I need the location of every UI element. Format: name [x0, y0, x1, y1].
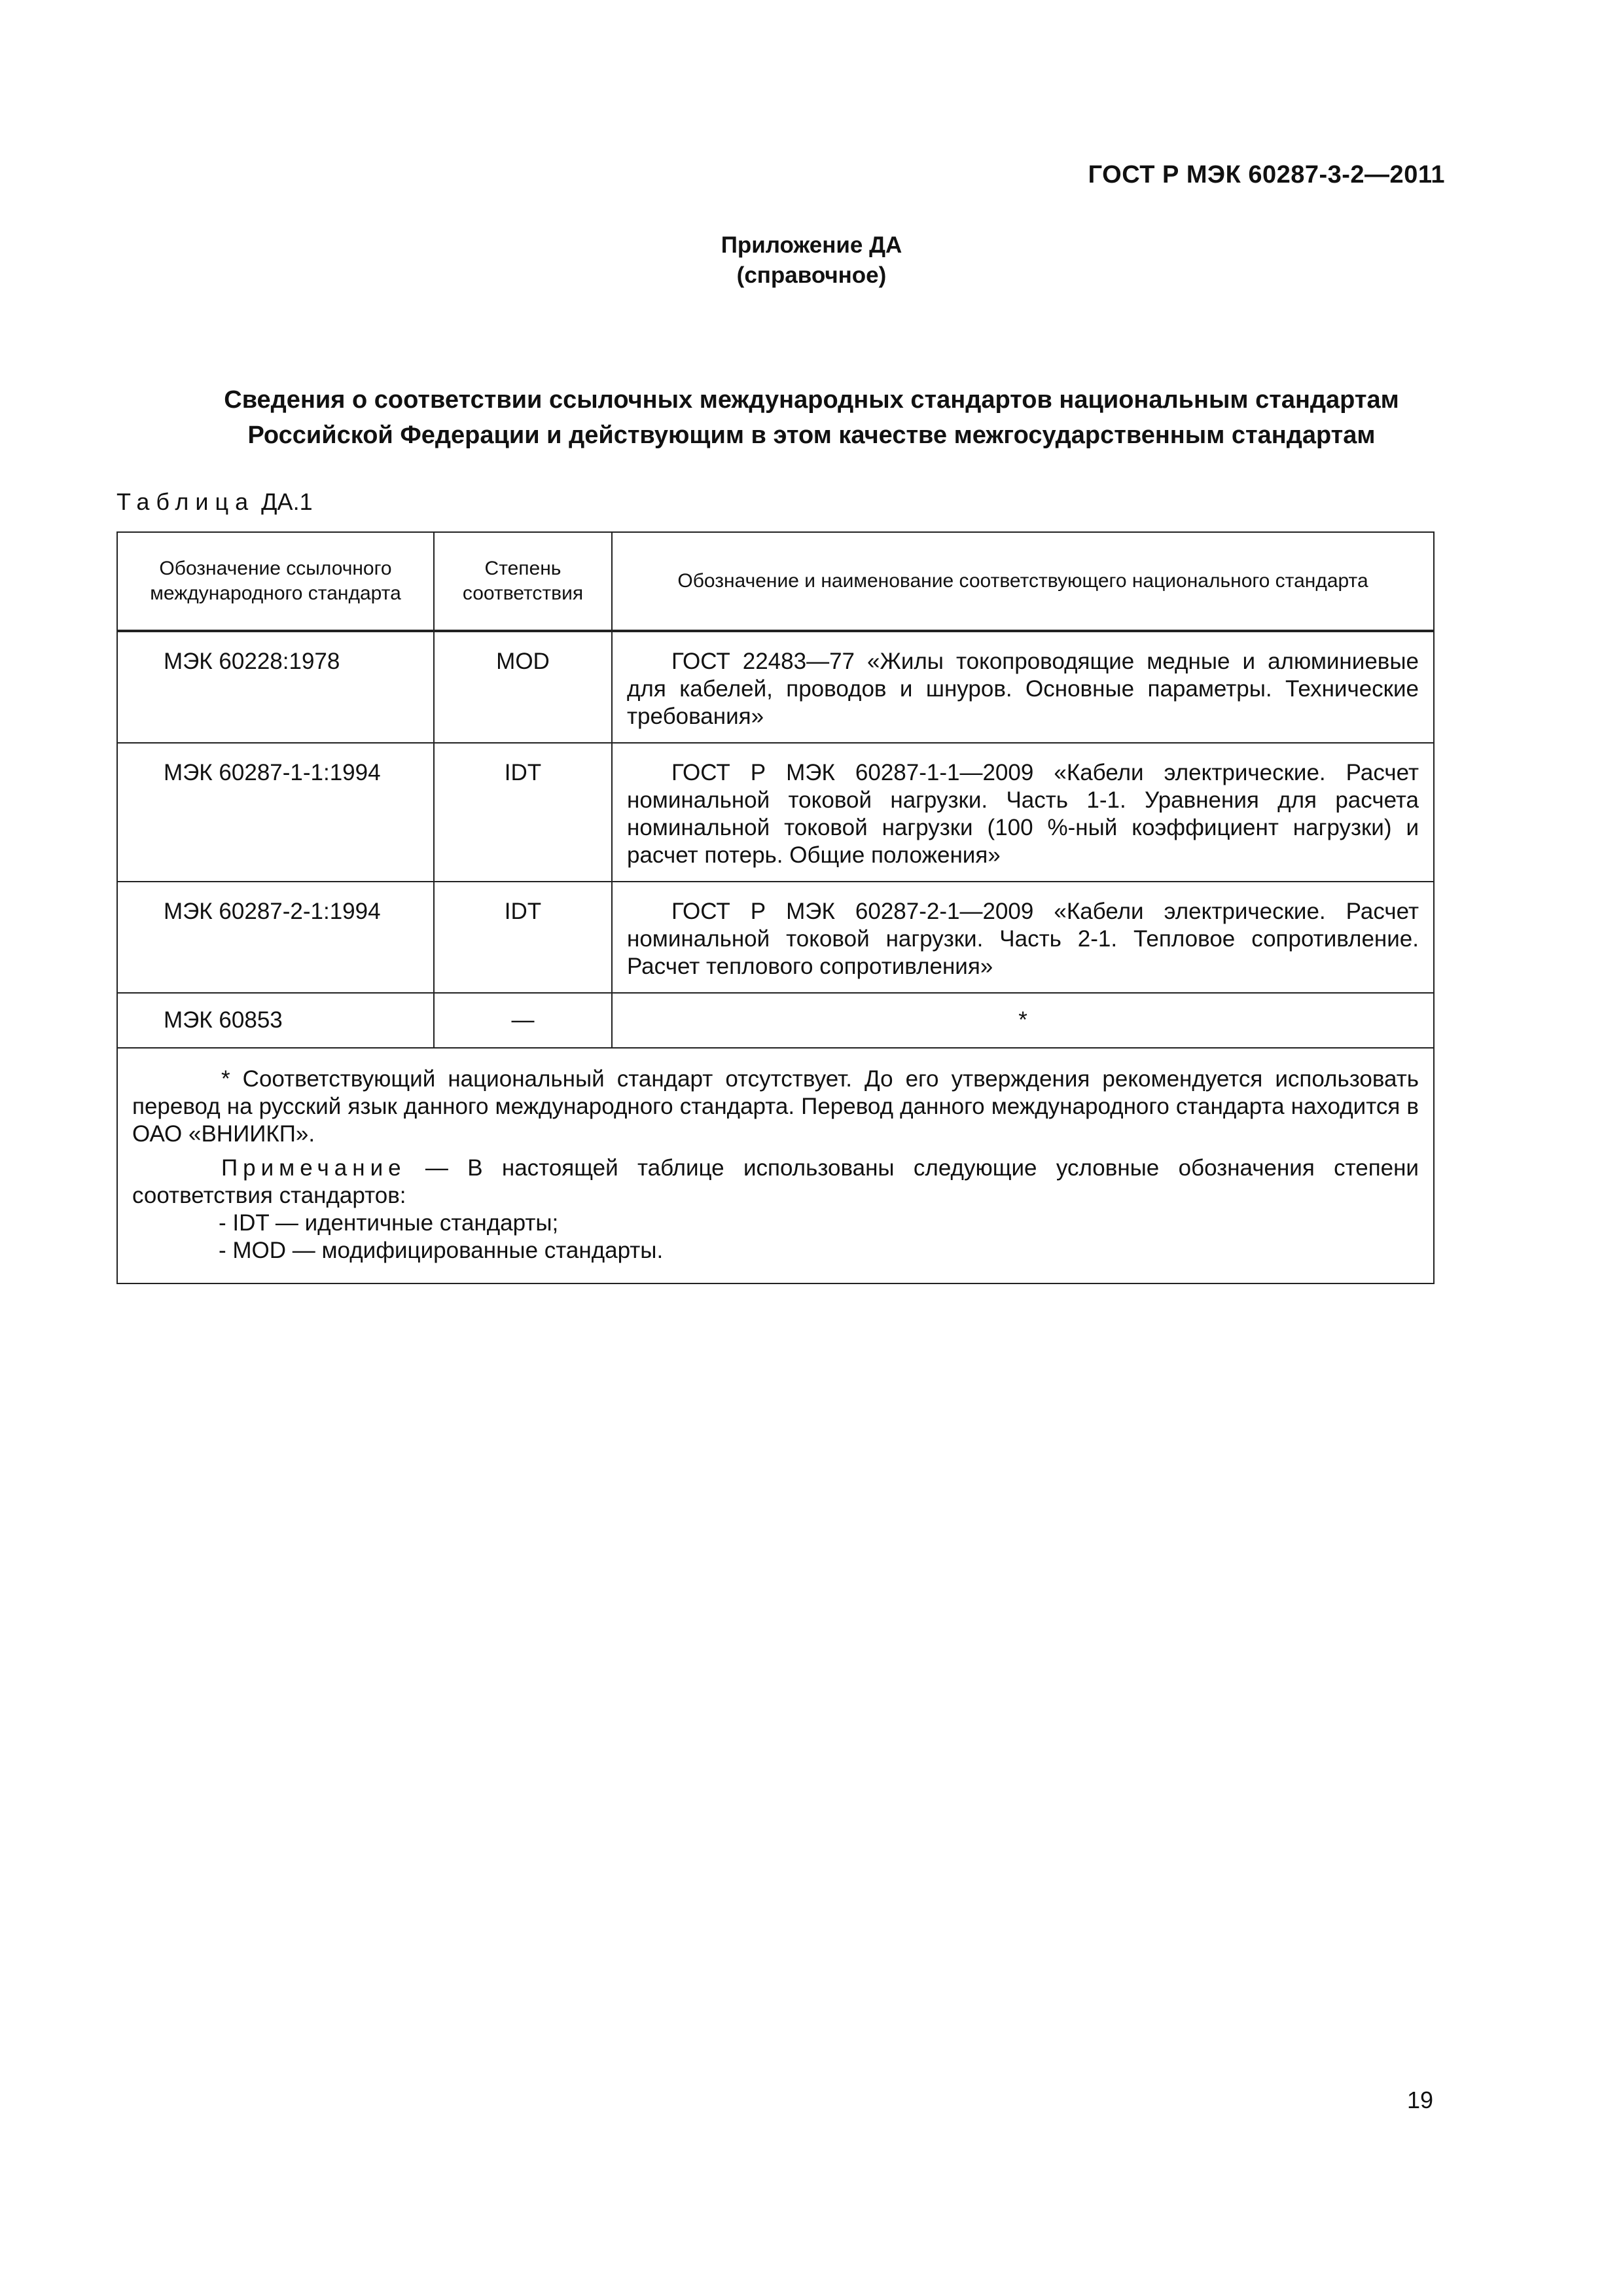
reference-standard-cell: МЭК 60228:1978: [117, 631, 434, 743]
reference-standard-cell: МЭК 60287-2-1:1994: [117, 882, 434, 993]
document-title-line-1: Сведения о соответствии ссылочных международных стандартов национальным стандартам: [224, 386, 1399, 414]
page-number: 19: [1406, 2087, 1433, 2113]
table-caption: [116, 488, 313, 516]
table-row: [117, 993, 1434, 1048]
document-title: [98, 382, 1525, 453]
legend-item-idt: - IDT — идентичные стандарты;: [219, 1210, 559, 1236]
column-header-degree: Степень соответствия: [434, 532, 612, 631]
table-caption-word: Таблица: [116, 488, 255, 515]
note-label: Примечание: [221, 1155, 406, 1181]
column-header-reference: Обозначение ссылочного международного стандарта: [117, 532, 434, 631]
table-row: [117, 743, 1434, 882]
table-footnote: * Соответствующий национальный стандарт отсутствует. До его утверждения рекомендуется использовать перевод на русский язык данного международного стандарта. Перевод данного международного стандарта находится в ОАО «ВНИИКП».: [132, 1066, 1419, 1147]
legend-item-mod: - MOD — модифицированные стандарты.: [219, 1238, 664, 1263]
table-notes-row: [117, 1048, 1434, 1283]
degree-cell: IDT: [434, 882, 612, 993]
appendix-title: Приложение ДА: [721, 232, 902, 258]
table-header-row: [117, 532, 1434, 631]
degree-cell: IDT: [434, 743, 612, 882]
document-title-line-2: Российской Федерации и действующим в этом качестве межгосударственным стандартам: [247, 422, 1376, 449]
column-header-national: Обозначение и наименование соответствующего национального стандарта: [612, 532, 1434, 631]
document-code: ГОСТ Р МЭК 60287-3-2—2011: [1088, 161, 1445, 188]
reference-standard-cell: МЭК 60853: [117, 993, 434, 1048]
note-text: — В настоящей таблице использованы следующие условные обозначения степени соответствия стандартов:: [132, 1155, 1419, 1208]
table-row: [117, 631, 1434, 743]
table-notes-cell: [117, 1048, 1434, 1283]
reference-standard-cell: МЭК 60287-1-1:1994: [117, 743, 434, 882]
degree-cell: —: [434, 993, 612, 1048]
national-standard-cell: *: [612, 993, 1434, 1048]
table-caption-number: ДА.1: [261, 488, 313, 515]
table-row: [117, 882, 1434, 993]
table-note: [132, 1155, 1419, 1210]
national-standard-cell: ГОСТ Р МЭК 60287-1-1—2009 «Кабели электрические. Расчет номинальной токовой нагрузки. Часть 1-1. Уравнения для расчета номинальной токовой нагрузки (100 %-ный коэффициент нагрузки) и расчет потерь. Общие положения»: [612, 743, 1434, 882]
appendix-heading: [0, 230, 1623, 291]
national-standard-cell: ГОСТ Р МЭК 60287-2-1—2009 «Кабели электрические. Расчет номинальной токовой нагрузки. Часть 2-1. Тепловое сопротивление. Расчет теплового сопротивления»: [612, 882, 1434, 993]
national-standard-cell: ГОСТ 22483—77 «Жилы токопроводящие медные и алюминиевые для кабелей, проводов и шнуров. Основные параметры. Технические требования»: [612, 631, 1434, 743]
appendix-subtitle: (справочное): [736, 262, 887, 288]
standards-correspondence-table: [116, 531, 1435, 1284]
degree-cell: MOD: [434, 631, 612, 743]
